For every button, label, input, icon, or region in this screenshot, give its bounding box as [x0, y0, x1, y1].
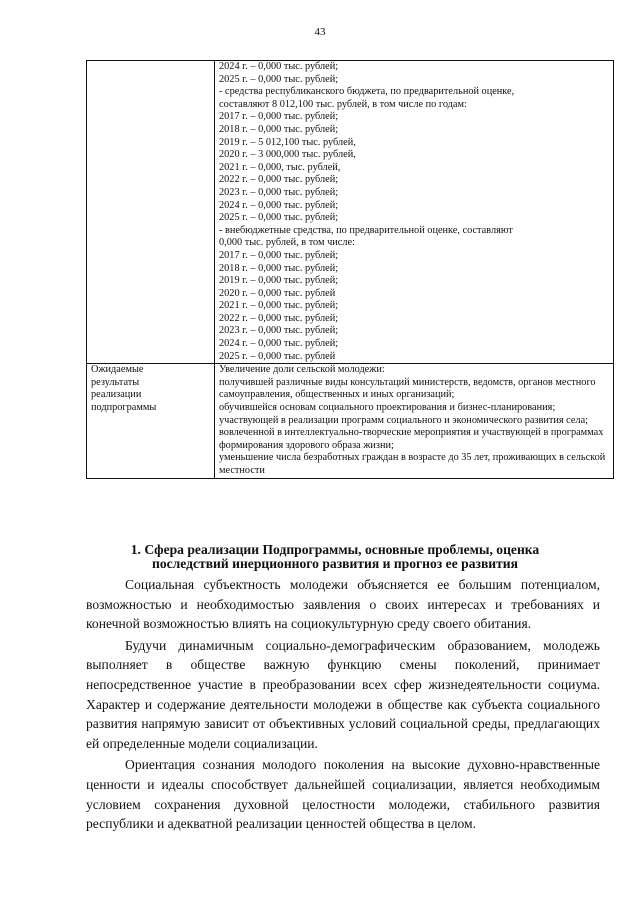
table-line: 2024 г. – 0,000 тыс. рублей;: [219, 61, 339, 72]
paragraph: Будучи динамичным социально-демографическим образованием, молодежь выполняет в обществе важную функцию смены поколений, принимает непосредственное участие в преобразовании всех сфер жизнедеятельности социума. Характер и содержание деятельности молодежи в обществе как субъекта социального развития напрямую зависит от объективных условий социальной среды, предлагающих ей определенные модели социализации.: [86, 637, 600, 751]
table-line: 2021 г. – 0,000 тыс. рублей;: [219, 300, 339, 312]
table-line: 2022 г. – 0,000 тыс. рублей;: [219, 312, 339, 324]
table-line: подпрограммы: [91, 402, 157, 414]
page-number: 43: [314, 26, 326, 38]
table-line: 2018 г. – 0,000 тыс. рублей;: [219, 262, 339, 274]
body-text: [86, 575, 600, 836]
results-text-cell: [215, 364, 614, 478]
table-line: 2025 г. – 0,000 тыс. рублей: [219, 350, 336, 362]
section-heading: 1. Сфера реализации Подпрограммы, основные проблемы, оценка последствий инерционного развития и прогноз ее развития: [130, 542, 540, 571]
table-line: 2025 г. – 0,000 тыс. рублей;: [219, 73, 339, 85]
table-line: составляют 8 012,100 тыс. рублей, в том числе по годам:: [219, 98, 467, 110]
table-line: уменьшение числа безработных граждан в возрасте до 35 лет, проживающих в сельской местности: [219, 452, 606, 476]
table-line: 2023 г. – 0,000 тыс. рублей;: [219, 186, 339, 198]
table-line: 2020 г. – 3 000,000 тыс. рублей,: [219, 149, 356, 161]
results-label-cell: [87, 364, 215, 478]
table-line: - средства республиканского бюджета, по предварительной оценке,: [219, 86, 515, 98]
passport-table: [86, 60, 614, 479]
paragraph: Социальная субъектность молодежи объясняется ее большим потенциалом, возможностью и необходимостью заявления о своих интересах и требованиях и конечной возможностью влиять на социокультурную среду своего обитания.: [86, 577, 600, 632]
table-line: реализации: [91, 389, 142, 401]
table-line: 2024 г. – 0,000 тыс. рублей;: [219, 338, 339, 350]
table-line: результаты: [91, 376, 140, 388]
table-line: Ожидаемые: [91, 364, 144, 376]
table-line: 2018 г. – 0,000 тыс. рублей;: [219, 123, 339, 135]
table-line: вовлеченной в интеллектуально-творческие мероприятия и участвующей в программах формирования здорового образа жизни;: [219, 427, 604, 451]
funding-label-cell: [87, 61, 215, 364]
table-line: Увеличение доли сельской молодежи:: [219, 364, 385, 376]
table-line: 2025 г. – 0,000 тыс. рублей;: [219, 212, 339, 224]
paragraph: Ориентация сознания молодого поколения на высокие духовно-нравственные ценности и идеалы способствует дальнейшей социализации, является необходимым условием сохранения духовной целостности молодежи, стабильного развития республики и адекватной реализации ценностей общества в целом.: [86, 757, 600, 832]
table-line: обучившейся основам социального проектирования и бизнес-планирования;: [219, 402, 556, 414]
table-line: участвующей в реализации программ социального и экономического развития села;: [219, 414, 589, 426]
table-line: 2020 г. – 0,000 тыс. рублей: [219, 287, 336, 299]
table-line: 2017 г. – 0,000 тыс. рублей;: [219, 249, 339, 261]
table-line: получившей различные виды консультаций министерств, ведомств, органов местного самоуправления, общественных и иных организаций;: [219, 376, 596, 401]
table-line: 2019 г. – 5 012,100 тыс. рублей,: [219, 136, 356, 148]
table-line: 2023 г. – 0,000 тыс. рублей;: [219, 325, 339, 337]
table-line: 0,000 тыс. рублей, в том числе:: [219, 237, 355, 249]
table-line: 2024 г. – 0,000 тыс. рублей;: [219, 199, 339, 211]
table-line: - внебюджетные средства, по предварительной оценке, составляют: [219, 224, 513, 236]
results-row: [87, 364, 614, 478]
table-line: 2019 г. – 0,000 тыс. рублей;: [219, 275, 339, 287]
table-line: 2021 г. – 0,000, тыс. рублей,: [219, 161, 341, 173]
funding-text-cell: [215, 61, 614, 364]
table-line: 2017 г. – 0,000 тыс. рублей;: [219, 111, 339, 123]
funding-row: [87, 61, 614, 364]
table-line: 2022 г. – 0,000 тыс. рублей;: [219, 174, 339, 186]
